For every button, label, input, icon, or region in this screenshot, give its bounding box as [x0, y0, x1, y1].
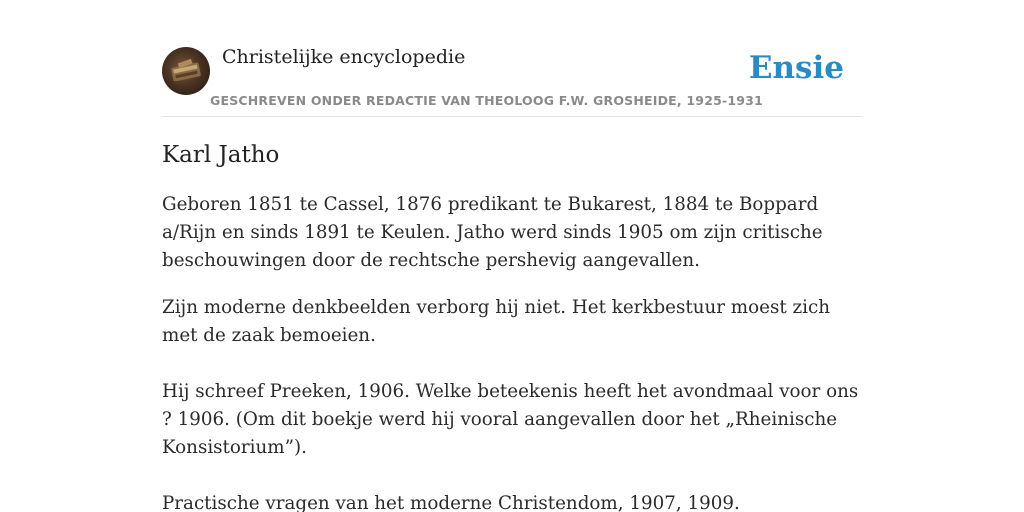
article-title: Karl Jatho — [162, 142, 280, 168]
site-subtitle: GESCHREVEN ONDER REDACTIE VAN THEOLOOG F.W. GROSHEIDE, 1925-1931 — [210, 93, 763, 108]
book-icon — [162, 47, 210, 95]
article — [162, 138, 867, 512]
article-paragraph: Zijn moderne denkbeelden verborg hij niet. Het kerkbestuur moest zich met de zaak bemoeien. — [162, 297, 830, 346]
site-title[interactable]: Christelijke encyclopedie — [222, 46, 466, 68]
article-paragraph: Hij schreef Preeken, 1906. Welke beteekenis heeft het avondmaal voor ons ? 1906. (Om dit boekje werd hij vooral aangevallen door het „Rheinische Konsistorium”). — [162, 381, 859, 458]
site-header — [162, 44, 862, 117]
article-paragraph: Practische vragen van het moderne Christendom, 1907, 1909. — [162, 493, 740, 512]
encyclopedia-avatar-icon[interactable] — [162, 47, 210, 95]
ensie-logo[interactable]: Ensie — [748, 50, 844, 86]
article-paragraph: Geboren 1851 te Cassel, 1876 predikant te Bukarest, 1884 te Boppard a/Rijn en sinds 1891 te Keulen. Jatho werd sinds 1905 om zijn critische beschouwingen door de rechtsche pershevig aangevallen. — [162, 194, 823, 271]
